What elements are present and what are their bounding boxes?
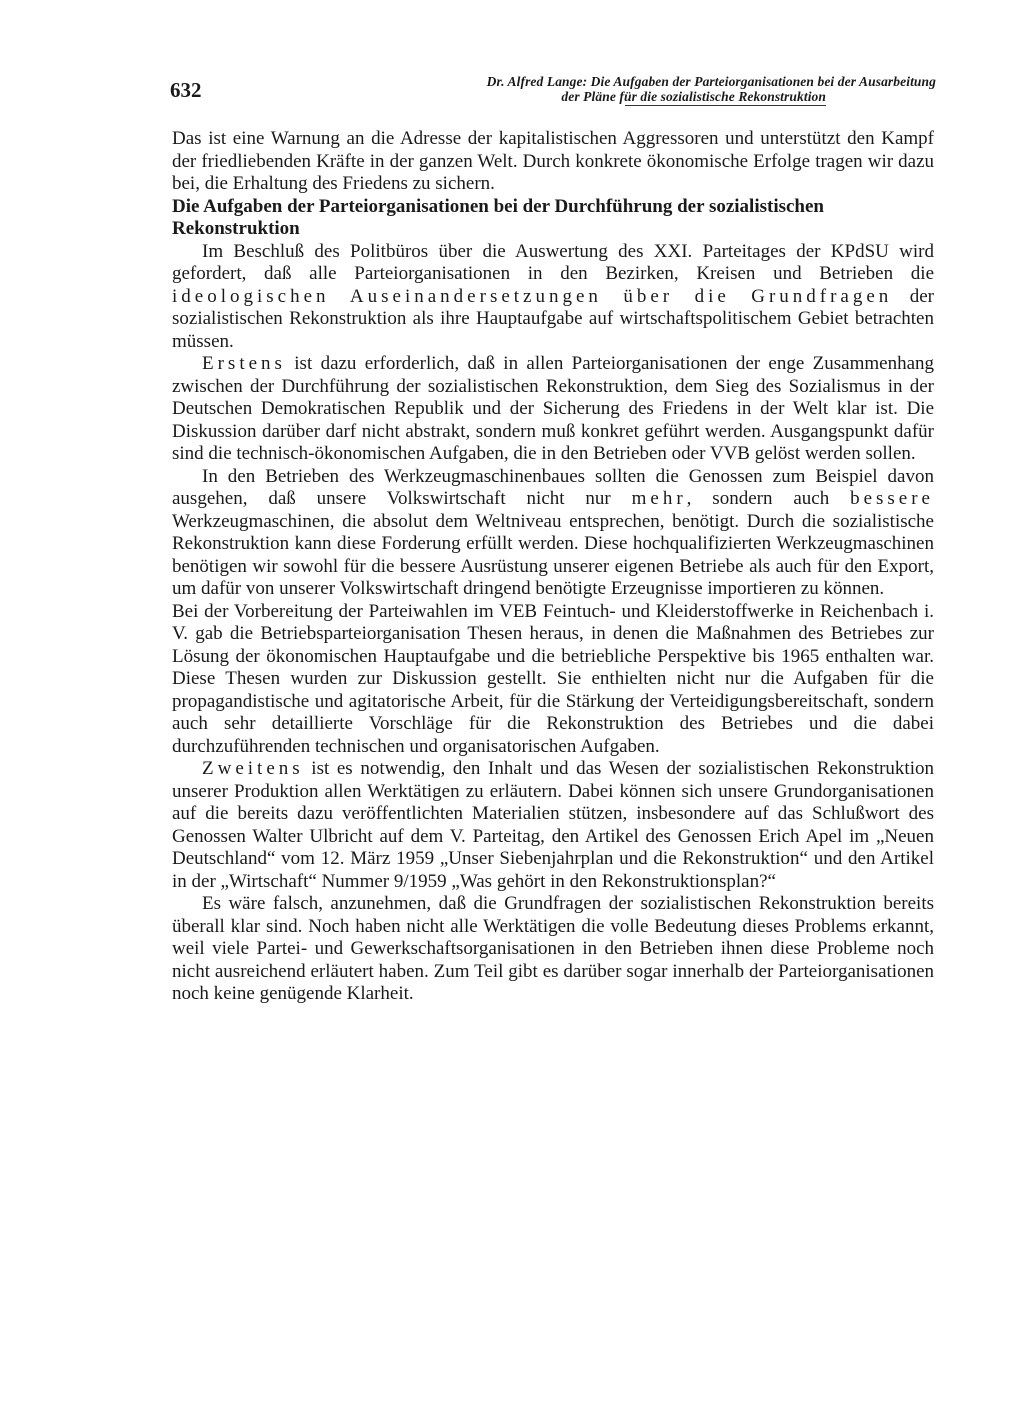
header-rule <box>625 105 826 106</box>
page-header <box>170 74 936 114</box>
paragraph-4-text-b: , sondern auch <box>686 488 851 509</box>
paragraph-6-spaced-emphasis: Zweitens <box>202 758 304 779</box>
paragraph-4-spaced-mehr: mehr <box>631 488 687 509</box>
running-title-line1: Dr. Alfred Lange: Die Aufgaben der Parteiorganisationen bei der Ausarbeitung <box>486 74 936 89</box>
paragraph-6 <box>172 758 934 893</box>
paragraph-2-text-a: Im Beschluß des Politbüros über die Auswertung des XXI. Parteitages der KPdSU wird gefordert, daß alle Parteiorganisationen in den Bezirken, Kreisen und Betrieben die <box>172 240 934 284</box>
running-title-line2: der Pläne für die sozialistische Rekonstruktion <box>561 89 826 104</box>
paragraph-3 <box>172 353 934 466</box>
paragraph-2-spaced-emphasis: ideologischen Auseinandersetzungen über die Grundfragen <box>172 285 893 307</box>
paragraph-4-text-a: In den Betrieben des Werkzeugmaschinenbaues sollten die Genossen zum Beispiel davon ausgehen, daß unsere Volkswirtschaft nicht nur <box>172 465 934 509</box>
page-number: 632 <box>170 78 202 102</box>
paragraph-3-text: ist dazu erforderlich, daß in allen Parteiorganisationen der enge Zusammenhang zwischen der Durchführung der sozialistischen Rekonstruktion, dem Sieg des Sozialismus in der Deutschen Demokratischen Republik und der Sicherung des Friedens in der Welt klar ist. Die Diskussion darüber darf nicht abstrakt, sondern muß konkret geführt werden. Ausgangspunkt dafür sind die technisch-ökonomischen Aufgaben, die in den Betrieben oder VVB gelöst werden sollen. <box>172 353 934 464</box>
paragraph-4 <box>172 466 934 601</box>
section-heading: Die Aufgaben der Parteiorganisationen bei der Durchführung der sozialistischen Rekonstruktion <box>172 195 825 239</box>
paragraph-2-text-b: der sozialistischen Rekonstruktion als ihre Hauptaufgabe auf wirtschaftspolitischem Gebiet betrachten müssen. <box>172 285 935 352</box>
paragraph-7: Es wäre falsch, anzunehmen, daß die Grundfragen der sozialistischen Rekonstruktion bereits überall klar sind. Noch haben nicht alle Werktätigen die volle Bedeutung dieses Problems erkannt, weil viele Partei- und Gewerkschaftsorganisationen in den Betrieben ihnen diese Probleme noch nicht ausreichend erläutert haben. Zum Teil gibt es darüber sogar innerhalb der Parteiorganisationen noch keine genügende Klarheit. <box>172 893 934 1004</box>
paragraph-4-text-c: Werkzeugmaschinen, die absolut dem Weltniveau entsprechen, benötigt. Durch die sozialistische Rekonstruktion kann diese Forderung erfüllt werden. Diese hochqualifizierten Werkzeugmaschinen benötigen wir sowohl für die bessere Ausrüstung unserer eigenen Betriebe als auch für den Export, um dafür von unserer Volkswirtschaft dringend benötigte Erzeugnisse importieren zu können. <box>172 510 934 599</box>
paragraph-5: Bei der Vorbereitung der Parteiwahlen im VEB Feintuch- und Kleiderstoffwerke in Reichenbach i. V. gab die Betriebsparteiorganisation Thesen heraus, in denen die Maßnahmen des Betriebes zur Lösung der ökonomischen Hauptaufgabe und die betriebliche Perspektive bis 1965 enthalten war. Diese Thesen wurden zur Diskussion gestellt. Sie enthielten nicht nur die Aufgaben für die propagandistische und agitatorische Arbeit, für die Stärkung der Verteidigungsbereitschaft, sondern auch sehr detaillierte Vorschläge für die Rekonstruktion des Betriebes und die dabei durchzuführenden technischen und organisatorischen Aufgaben. <box>172 600 934 757</box>
paragraph-4-spaced-bessere: bessere <box>850 488 934 509</box>
running-title <box>487 74 936 104</box>
paragraph-3-spaced-emphasis: Erstens <box>202 353 286 374</box>
paragraph-1: Das ist eine Warnung an die Adresse der kapitalistischen Aggressoren und unterstützt den Kampf der friedliebenden Kräfte in der ganzen Welt. Durch konkrete ökonomische Erfolge tragen wir dazu bei, die Erhaltung des Friedens zu sichern. <box>172 128 934 194</box>
paragraph-6-text: ist es notwendig, den Inhalt und das Wesen der sozialistischen Rekonstruktion unserer Produktion allen Werktätigen zu erläutern. Dabei können sich unsere Grundorganisationen auf die bereits dazu veröffentlichten Materialien stützen, insbesondere auf das Schlußwort des Genossen Walter Ulbricht auf dem V. Parteitag, den Artikel des Genossen Erich Apel im „Neuen Deutschland“ vom 12. März 1959 „Unser Siebenjahrplan und die Rekonstruktion“ und den Artikel in der „Wirtschaft“ Nummer 9/1959 „Was gehört in den Rekonstruktionsplan?“ <box>172 758 934 892</box>
paragraph-2 <box>172 241 934 354</box>
article-body <box>172 128 934 1006</box>
